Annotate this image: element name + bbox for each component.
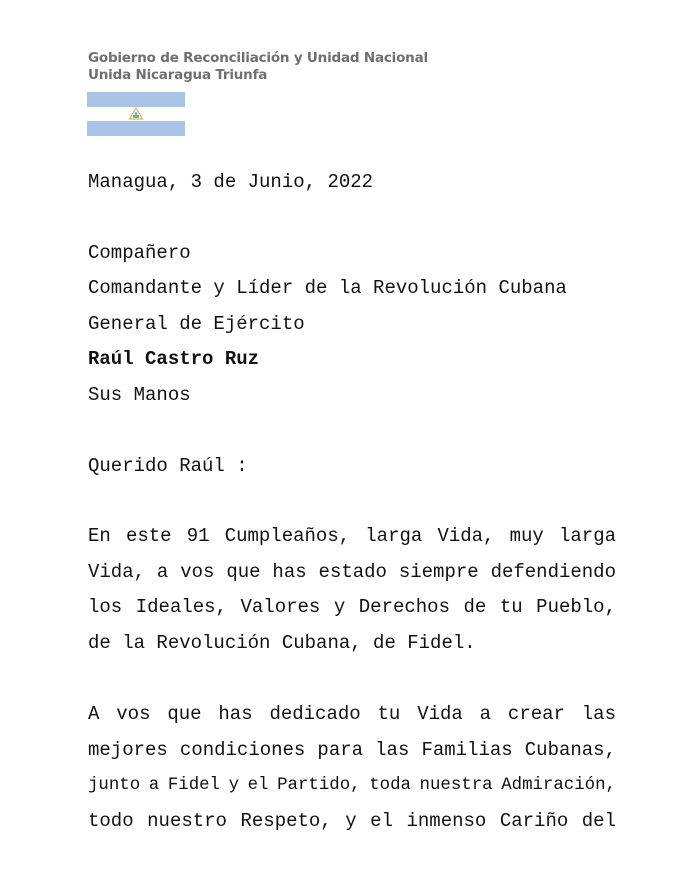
paragraph-line: los Ideales, Valores y Derechos de tu Pueblo, bbox=[88, 596, 616, 618]
flag-bottom-band bbox=[87, 121, 185, 136]
letterhead bbox=[88, 50, 428, 84]
coat-of-arms-icon bbox=[128, 106, 144, 122]
paragraph-birthday bbox=[88, 519, 616, 661]
paragraph-line: Vida, a vos que has estado siempre defendiendo bbox=[88, 560, 616, 583]
paragraph-line: de la Revolución Cubana, de Fidel. bbox=[88, 631, 476, 654]
recipient-delivery: Sus Manos bbox=[88, 384, 191, 406]
recipient-title: Compañero bbox=[88, 242, 191, 264]
greeting: Querido Raúl : bbox=[88, 455, 248, 477]
paragraph-dedication bbox=[88, 697, 616, 839]
paragraph-line: En este 91 Cumpleaños, larga Vida, muy larga bbox=[88, 525, 616, 547]
nicaragua-flag-icon bbox=[87, 92, 185, 136]
recipient-name: Raúl Castro Ruz bbox=[88, 348, 260, 370]
paragraph-line: A vos que has dedicado tu Vida a crear las bbox=[88, 703, 616, 725]
letterhead-slogan: Unida Nicaragua Triunfa bbox=[88, 67, 268, 83]
date-line: Managua, 3 de Junio, 2022 bbox=[88, 171, 374, 193]
paragraph-line: todo nuestro Respeto, y el inmenso Cariño del bbox=[88, 809, 616, 832]
paragraph-line: junto a Fidel y el Partido, toda nuestra Admiración, bbox=[88, 776, 616, 795]
paragraph-line: mejores condiciones para las Familias Cubanas, bbox=[88, 738, 616, 761]
flag-top-band bbox=[87, 92, 185, 107]
letterhead-government-name: Gobierno de Reconciliación y Unidad Nacional bbox=[88, 50, 428, 66]
recipient-rank: General de Ejército bbox=[88, 313, 305, 335]
recipient-role: Comandante y Líder de la Revolución Cubana bbox=[88, 277, 567, 299]
